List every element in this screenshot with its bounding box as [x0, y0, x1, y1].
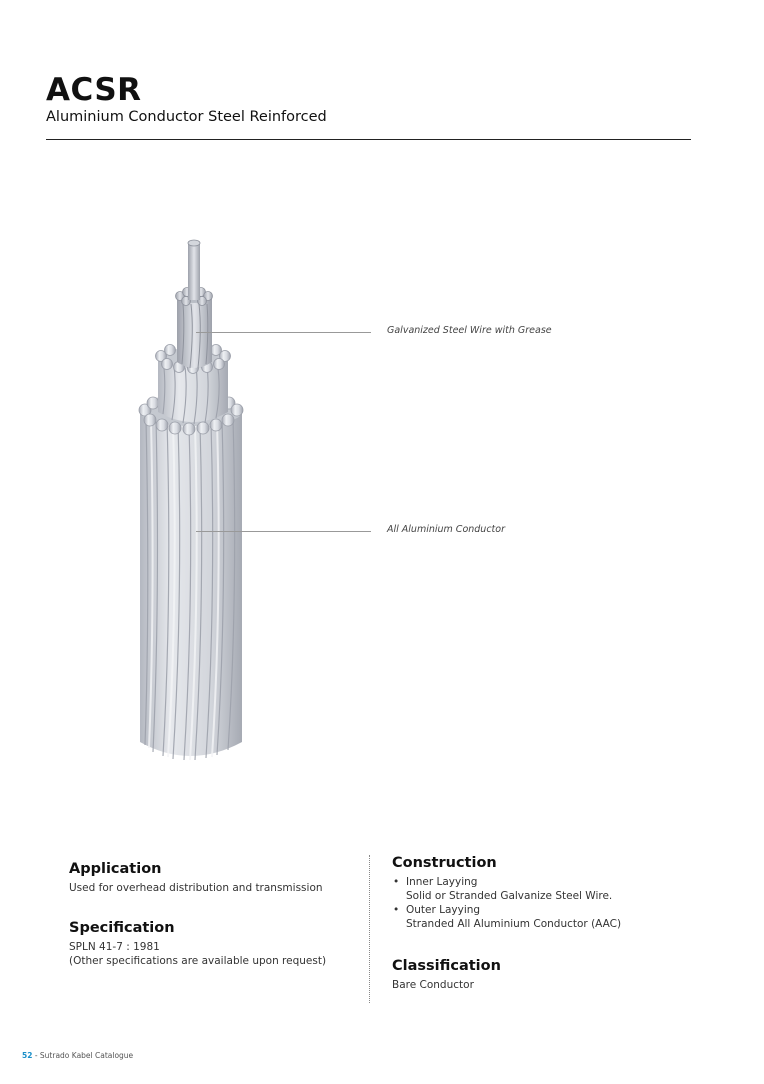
column-divider — [369, 855, 370, 1003]
callout-line-steel — [196, 332, 371, 333]
steel-core-layer — [176, 240, 213, 368]
classification-heading: Classification — [392, 958, 501, 974]
page-number: 52 — [22, 1051, 33, 1060]
application-text: Used for overhead distribution and transmission — [69, 882, 323, 894]
product-title: ACSR — [46, 72, 142, 108]
specification-heading: Specification — [69, 920, 175, 936]
construction-item-detail: Stranded All Aluminium Conductor (AAC) — [406, 918, 622, 930]
construction-item-label: Inner Layying — [406, 876, 478, 888]
construction-list — [392, 875, 621, 931]
construction-heading: Construction — [392, 855, 497, 871]
outer-aluminium-layer — [139, 391, 243, 760]
classification-text: Bare Conductor — [392, 979, 474, 991]
construction-item-label: Outer Layying — [406, 904, 481, 916]
specification-standard: SPLN 41-7 : 1981 — [69, 941, 160, 953]
construction-item-detail: Solid or Stranded Galvanize Steel Wire. — [406, 890, 613, 902]
bullet-dot: • — [393, 904, 400, 916]
page-footer — [22, 1051, 133, 1060]
callout-line-aluminium — [196, 531, 371, 532]
callout-aluminium-conductor: All Aluminium Conductor — [387, 524, 505, 535]
bullet-dot: • — [393, 876, 400, 888]
construction-item-inner — [392, 875, 621, 903]
callout-steel-wire: Galvanized Steel Wire with Grease — [387, 325, 552, 336]
catalogue-name: - Sutrado Kabel Catalogue — [32, 1051, 134, 1060]
application-heading: Application — [69, 861, 162, 877]
product-subtitle: Aluminium Conductor Steel Reinforced — [46, 109, 327, 125]
construction-item-outer — [392, 903, 621, 931]
specification-note: (Other specifications are available upon request) — [69, 955, 327, 967]
